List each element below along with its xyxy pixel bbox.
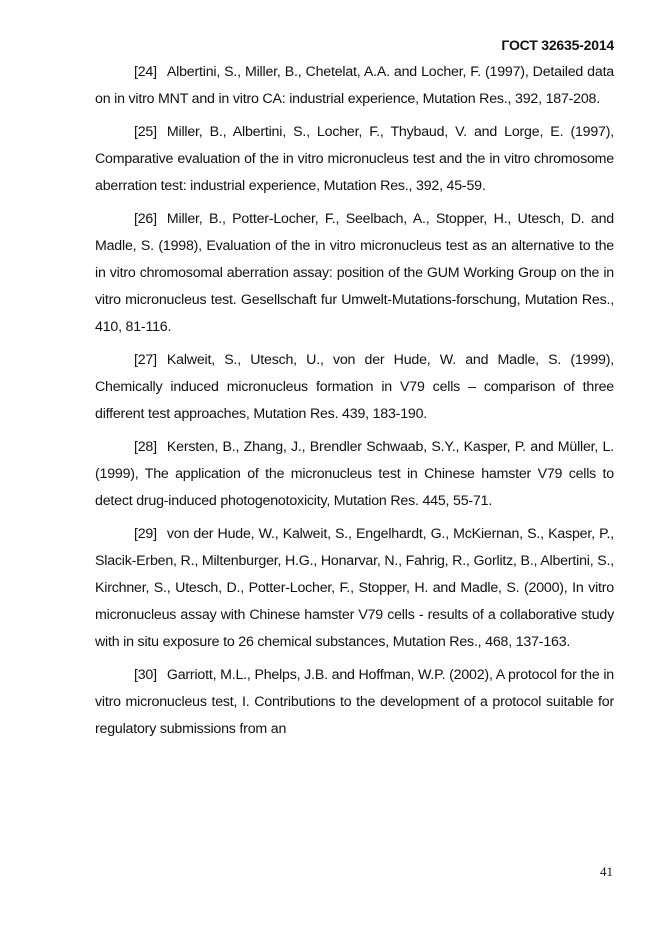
reference-number: [27] [134,352,157,368]
reference-entry [95,59,614,113]
reference-entry [95,434,614,515]
document-standard-header: ГОСТ 32635-2014 [501,37,614,53]
reference-list [95,59,614,749]
reference-number: [26] [134,211,157,227]
reference-entry [95,521,614,656]
reference-text: Garriott, M.L., Phelps, J.B. and Hoffman, W.P. (2002), A protocol for the in vitro micronucleus test, I. Contributions to the development of a protocol suitable for regulatory submissions from an [95,667,614,737]
reference-text: von der Hude, W., Kalweit, S., Engelhardt, G., McKiernan, S., Kasper, P., Slacik-Erben, R., Miltenburger, H.G., Honarvar, N., Fahrig, R., Gorlitz, B., Albertini, S., Kirchner, S., Utesch, D., Potter-Locher, F., Stopper, H. and Madle, S. (2000), In vitro micronucleus assay with Chinese hamster V79 cells - results of a collaborative study with in situ exposure to 26 chemical substances, Mutation Res., 468, 137-163. [95,526,614,650]
reference-number: [25] [134,124,157,140]
reference-number: [30] [134,667,157,683]
page-number: 41 [600,864,613,879]
reference-number: [28] [134,439,157,455]
reference-entry [95,662,614,743]
reference-entry [95,347,614,428]
reference-text: Kersten, B., Zhang, J., Brendler Schwaab, S.Y., Kasper, P. and Müller, L. (1999), The application of the micronucleus test in Chinese hamster V79 cells to detect drug-induced photogenotoxicity, Mutation Res. 445, 55-71. [95,439,614,509]
reference-entry [95,206,614,341]
reference-entry [95,119,614,200]
reference-text: Albertini, S., Miller, B., Chetelat, A.A. and Locher, F. (1997), Detailed data on in vitro MNT and in vitro CA: industrial experience, Mutation Res., 392, 187-208. [95,64,614,107]
reference-text: Miller, B., Albertini, S., Locher, F., Thybaud, V. and Lorge, E. (1997), Comparative evaluation of the in vitro micronucleus test and the in vitro chromosome aberration test: industrial experience, Mutation Res., 392, 45-59. [95,124,614,194]
reference-text: Kalweit, S., Utesch, U., von der Hude, W. and Madle, S. (1999), Chemically induced micronucleus formation in V79 cells – comparison of three different test approaches, Mutation Res. 439, 183-190. [95,352,614,422]
reference-number: [29] [134,526,157,542]
reference-text: Miller, B., Potter-Locher, F., Seelbach, A., Stopper, H., Utesch, D. and Madle, S. (1998), Evaluation of the in vitro micronucleus test as an alternative to the in vitro chromosomal aberration assay: position of the GUM Working Group on the in vitro micronucleus test. Gesellschaft fur Umwelt-Mutations-forschung, Mutation Res., 410, 81-116. [95,211,614,335]
reference-number: [24] [134,64,157,80]
